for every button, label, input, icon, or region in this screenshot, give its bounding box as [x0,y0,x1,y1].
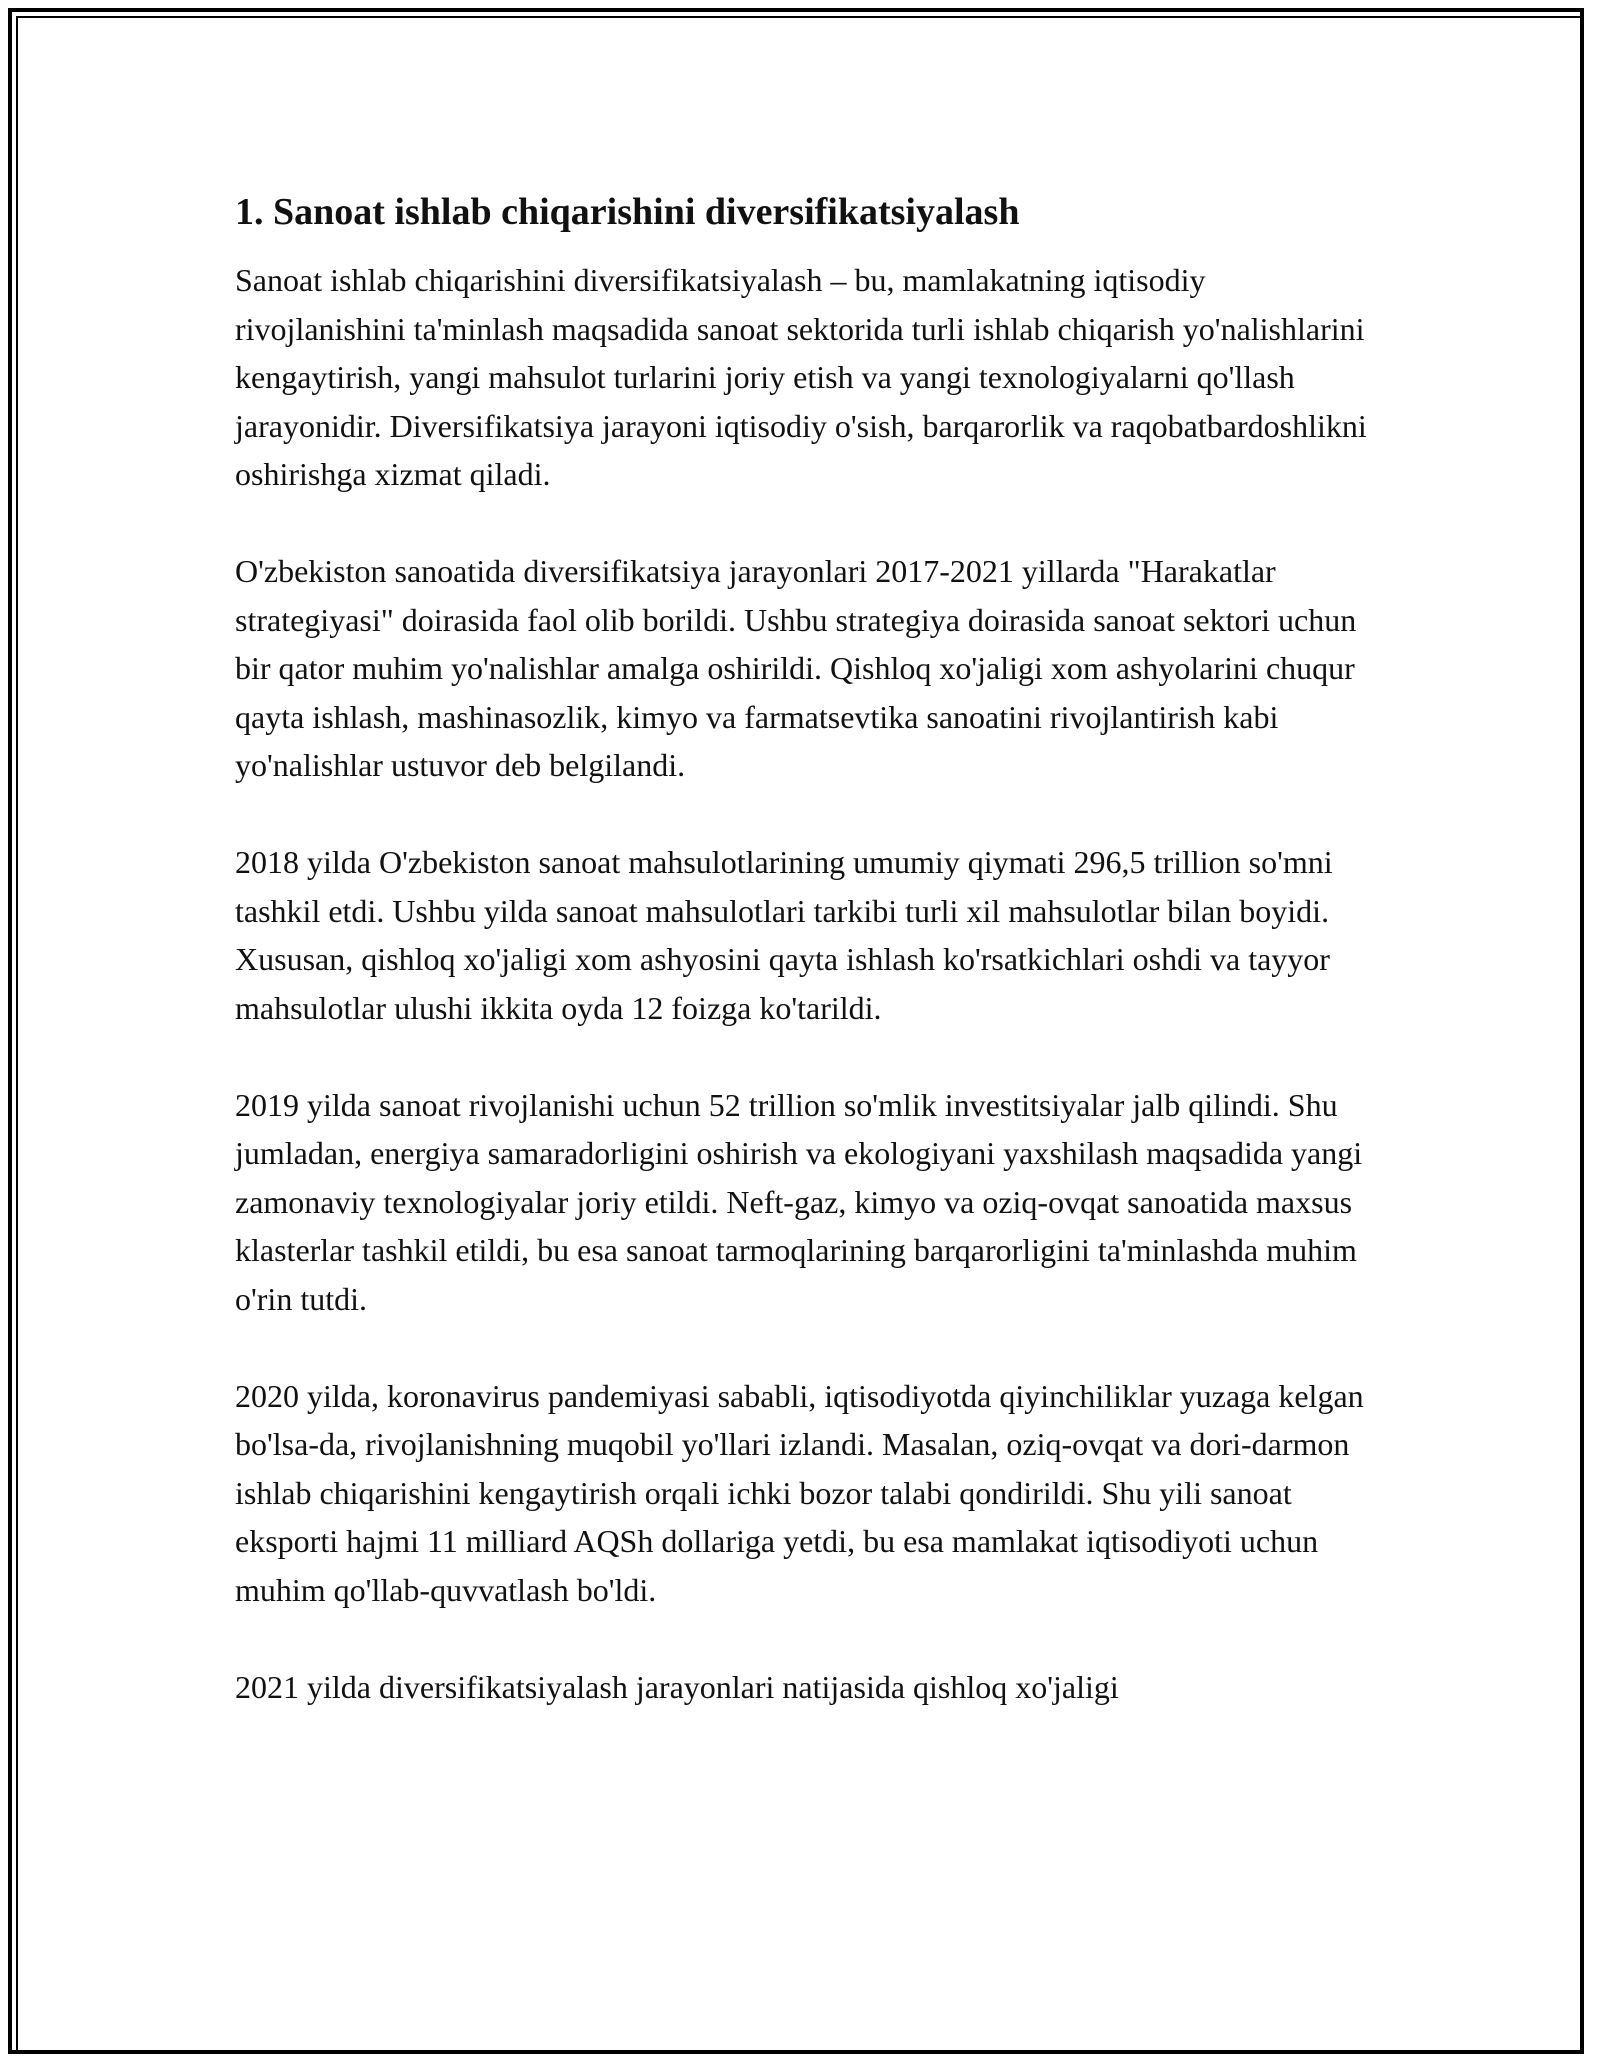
paragraph-2018: 2018 yilda O'zbekiston sanoat mahsulotlarining umumiy qiymati 296,5 trillion so'mni tashkil etdi. Ushbu yilda sanoat mahsulotlari tarkibi turli xil mahsulotlar bilan boyidi. Xususan, qishloq xo'jaligi xom ashyosini qayta ishlash ko'rsatkichlari oshdi va tayyor mahsulotlar ulushi ikkita oyda 12 foizga ko'tarildi. [235,844,1333,1026]
paragraph-2019: 2019 yilda sanoat rivojlanishi uchun 52 trillion so'mlik investitsiyalar jalb qilindi. Shu jumladan, energiya samaradorligini oshirish va ekologiyani yaxshilash maqsadida yangi zamonaviy texnologiyalar joriy etildi. Neft-gaz, kimyo va oziq-ovqat sanoatida maxsus klasterlar tashkil etildi, bu esa sanoat tarmoqlarining barqarorligini ta'minlashda muhim o'rin tutdi. [235,1086,1363,1317]
paragraph-definition: Sanoat ishlab chiqarishini diversifikatsiyalash – bu, mamlakatning iqtisodiy rivojlanishini ta'minlash maqsadida sanoat sektorida turli ishlab chiqarish yo'nalishlarini kengaytirish, yangi mahsulot turlarini joriy etish va yangi texnologiyalarni qo'llash jarayonidir. Diversifikatsiya jarayoni iqtisodiy o'sish, barqarorlik va raqobatbardoshlikni oshirishga xizmat qiladi. [235,262,1367,492]
document-body [235,188,1375,1760]
paragraph-strategy: O'zbekiston sanoatida diversifikatsiya jarayonlari 2017-2021 yillarda "Harakatlar strategiyasi" doirasida faol olib borildi. Ushbu strategiya doirasida sanoat sektori uchun bir qator muhim yo'nalishlar amalga oshirildi. Qishloq xo'jaligi xom ashyolarini chuqur qayta ishlash, mashinasozlik, kimyo va farmatsevtika sanoatini rivojlantirish kabi yo'nalishlar ustuvor deb belgilandi. [235,553,1357,783]
section-heading: 1. Sanoat ishlab chiqarishini diversifikatsiyalash [235,191,1020,233]
paragraph-2020: 2020 yilda, koronavirus pandemiyasi sababli, iqtisodiyotda qiyinchiliklar yuzaga kelgan bo'lsa-da, rivojlanishning muqobil yo'llari izlandi. Masalan, oziq-ovqat va dori-darmon ishlab chiqarishini kengaytirish orqali ichki bozor talabi qondirildi. Shu yili sanoat eksporti hajmi 11 milliard AQSh dollariga yetdi, bu esa mamlakat iqtisodiyoti uchun muhim qo'llab-quvvatlash bo'ldi. [235,1377,1364,1608]
paragraph-2021: 2021 yilda diversifikatsiyalash jarayonlari natijasida qishloq xo'jaligi [235,1668,1119,1705]
